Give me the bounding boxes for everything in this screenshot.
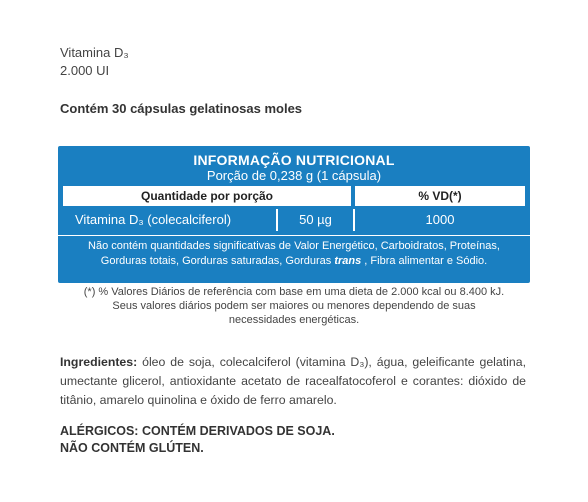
note-text-end: , Fibra alimentar e Sódio.	[361, 255, 488, 267]
product-name: Vitamina D₃	[60, 45, 129, 60]
nutrient-vd: 1000	[425, 212, 455, 227]
ingredients-text: óleo de soja, colecalciferol (vitamina D₃), água, geleificante gelatina, umectante glicerol, antioxidante acetato de racealfatocoferol e corantes: dióxido de titânio, amarelo quinolina e óxido de ferro amarelo.	[60, 355, 526, 407]
gluten-warning: NÃO CONTÉM GLÚTEN.	[60, 441, 204, 455]
nutrient-name: Vitamina D₃ (colecalciferol)	[75, 212, 232, 227]
header-quantity: Quantidade por porção	[63, 186, 351, 206]
ingredients	[60, 353, 526, 410]
footnote-line-1: (*) % Valores Diários de referência com base em uma dieta de 2.000 kcal ou 8.400 kJ.	[83, 286, 505, 298]
insignificant-note	[66, 239, 522, 269]
capsule-count: Contém 30 cápsulas gelatinosas moles	[60, 101, 303, 116]
note-trans: trans	[334, 255, 362, 267]
product-dose: 2.000 UI	[60, 63, 110, 78]
header-vd: % VD(*)	[355, 186, 525, 206]
serving-size: Porção de 0,238 g (1 cápsula)	[206, 168, 382, 183]
note-text: Não contém quantidades significativas de Valor Energético, Carboidratos, Proteínas, Gorduras totais, Gorduras saturadas, Gorduras	[88, 240, 500, 267]
daily-value-footnote	[58, 285, 530, 327]
ingredients-label: Ingredientes:	[60, 355, 138, 369]
nutrient-amount: 50 µg	[299, 212, 332, 227]
footnote-line-3: necessidades energéticas.	[228, 314, 360, 326]
table-header-row	[63, 186, 525, 206]
nutrition-panel	[58, 146, 530, 283]
divider	[58, 235, 530, 236]
table-row	[63, 209, 525, 231]
footnote-line-2: Seus valores diários podem ser maiores ou menores dependendo de suas	[112, 300, 476, 312]
nutrition-title: INFORMAÇÃO NUTRICIONAL	[193, 152, 395, 168]
allergen-warning: ALÉRGICOS: CONTÉM DERIVADOS DE SOJA.	[60, 424, 335, 438]
